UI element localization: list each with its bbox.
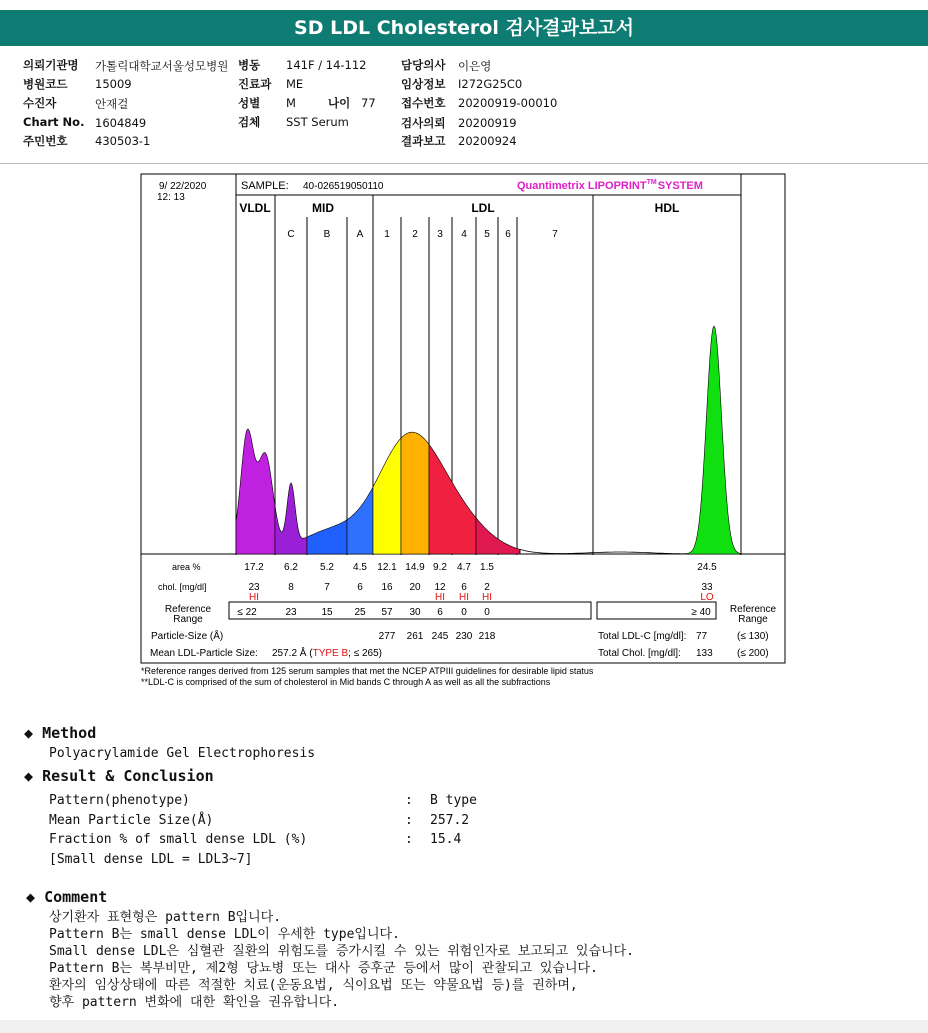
- area-value: 5.2: [320, 562, 334, 573]
- band-label-1: 1: [384, 229, 390, 240]
- result-colon: :: [405, 832, 413, 847]
- ref-value: 25: [354, 607, 366, 618]
- institution-label: 의뢰기관명: [23, 58, 79, 72]
- area-value: 24.5: [697, 562, 717, 573]
- method-heading: [24, 724, 96, 742]
- brand-tm: TM: [646, 179, 657, 186]
- chol-value: 20: [409, 582, 421, 593]
- total-chol-limit: (≤ 200): [737, 648, 769, 659]
- specimen-value: SST Serum: [286, 115, 349, 129]
- hospcode-value: 15009: [95, 77, 132, 91]
- region-label-mid: MID: [312, 201, 334, 215]
- region-label-ldl: LDL: [471, 201, 495, 215]
- mean-size-value-line: 257.2 Å (TYPE B; ≤ 265): [272, 648, 383, 659]
- band-label-7: 7: [552, 229, 558, 240]
- area-value: 4.7: [457, 562, 471, 573]
- examinee-value: 안재걸: [95, 97, 129, 111]
- result-heading: [24, 767, 214, 785]
- chol-value: 6: [461, 582, 467, 593]
- sample-id: 40-026519050110: [303, 181, 384, 192]
- institution-value: 가톨릭대학교서울성모병원: [95, 59, 229, 73]
- dept-value: ME: [286, 77, 304, 91]
- rrn-value: 430503-1: [95, 134, 151, 148]
- chart-value: 1604849: [95, 116, 147, 130]
- total-ldl-label: Total LDL-C [mg/dl]:: [598, 631, 687, 642]
- sex-value: M: [286, 96, 296, 110]
- area-value: 12.1: [377, 562, 397, 573]
- chol-value: 2: [484, 582, 490, 593]
- specimen-label: 검체: [238, 115, 261, 129]
- receipt-label: 접수번호: [401, 96, 446, 110]
- particle-size: 261: [406, 631, 424, 642]
- method-text: Polyacrylamide Gel Electrophoresis: [49, 746, 316, 761]
- particle-size: 218: [478, 631, 496, 642]
- hospcode-label: 병원코드: [23, 77, 68, 91]
- receipt-value: 20200919-00010: [458, 96, 558, 110]
- rrn-label: 주민번호: [23, 134, 68, 148]
- result-heading-text: Result & Conclusion: [42, 767, 214, 785]
- mean-limit: ; ≤ 265): [348, 648, 383, 659]
- divider: [0, 163, 928, 164]
- flag-hi: HI: [459, 592, 469, 603]
- ref-value: 57: [381, 607, 393, 618]
- band-label-6: 6: [505, 229, 511, 240]
- ward-label: 병동: [238, 58, 261, 72]
- diamond-icon: ◆: [24, 767, 34, 785]
- flag-hi: HI: [435, 592, 445, 603]
- mean-size-value: 257.2 Å: [272, 648, 307, 659]
- sex-label: 성별: [238, 96, 261, 110]
- diamond-icon: ◆: [26, 888, 36, 906]
- result-value-3: 15.4: [430, 832, 462, 847]
- clinical-label: 임상정보: [401, 77, 446, 91]
- comment-line-5: 환자의 임상상태에 따른 적절한 치료(운동요법, 식이요법 또는 약물요법 등)를 권하며,: [49, 978, 578, 993]
- chol-value: 6: [357, 582, 363, 593]
- flag-hi: HI: [482, 592, 492, 603]
- ref-value: 15: [321, 607, 333, 618]
- area-value: 17.2: [244, 562, 264, 573]
- chart-date: 9/ 22/2020: [159, 181, 207, 192]
- ref-range-right-2: Range: [738, 614, 768, 625]
- comment-heading-text: Comment: [44, 888, 108, 906]
- area-value: 9.2: [433, 562, 447, 573]
- result-value-1: B type: [430, 793, 477, 808]
- result-label-3: Fraction % of small dense LDL (%): [49, 832, 308, 847]
- region-label-hdl: HDL: [654, 201, 680, 215]
- area-value: 6.2: [284, 562, 298, 573]
- particle-size-label: Particle-Size (Å): [151, 631, 224, 642]
- request-label: 검사의뢰: [401, 116, 446, 130]
- ref-value: 0: [484, 607, 490, 618]
- ref-value: 30: [409, 607, 421, 618]
- chart-label: Chart No.: [23, 115, 85, 129]
- area-value: 4.5: [353, 562, 367, 573]
- chol-value: 12: [434, 582, 446, 593]
- chol-row-label: chol. [mg/dl]: [158, 582, 207, 592]
- bottom-band: [0, 1020, 928, 1033]
- ref-row-label-1: Reference: [164, 604, 212, 615]
- particle-size: 245: [431, 631, 449, 642]
- comment-line-3: Small dense LDL은 심혈관 질환의 위험도를 증가시킬 수 있는 위험인자로 보고되고 있습니다.: [49, 944, 634, 959]
- total-ldl-limit: (≤ 130): [737, 631, 769, 642]
- total-ldl-value: 77: [696, 631, 708, 642]
- report-value: 20200924: [458, 134, 517, 148]
- total-chol-value: 133: [696, 648, 713, 659]
- total-chol-label: Total Chol. [mg/dl]:: [598, 648, 681, 659]
- result-note: [Small dense LDL = LDL3~7]: [49, 852, 253, 867]
- diamond-icon: ◆: [24, 724, 34, 742]
- comment-line-6: 향후 pattern 변화에 대한 확인을 권유합니다.: [49, 995, 340, 1010]
- ref-row-label-2: Range: [173, 614, 203, 625]
- comment-heading: [26, 888, 107, 906]
- footnote-1: *Reference ranges derived from 125 serum samples that met the NCEP ATPIII guidelines for desirable lipid status: [141, 666, 594, 676]
- mean-size-label: Mean LDL-Particle Size:: [150, 648, 258, 659]
- particle-size: 277: [378, 631, 396, 642]
- band-label-c: C: [287, 229, 295, 240]
- age-label: 나이: [328, 96, 351, 110]
- ref-value: ≤ 22: [237, 607, 257, 618]
- chol-value: 33: [701, 582, 713, 593]
- brand-suffix: SYSTEM: [657, 180, 703, 192]
- physician-label: 담당의사: [401, 58, 446, 72]
- result-colon: :: [405, 793, 413, 808]
- band-label-2: 2: [412, 229, 418, 240]
- region-label-vldl: VLDL: [239, 201, 271, 215]
- comment-line-1: 상기환자 표현형은 pattern B입니다.: [49, 910, 282, 925]
- chol-value: 7: [324, 582, 330, 593]
- chol-value: 23: [248, 582, 260, 593]
- report-label: 결과보고: [401, 134, 446, 148]
- ref-range-right-1: Reference: [729, 604, 777, 615]
- band-label-b: B: [323, 229, 331, 240]
- brand-label: [517, 179, 703, 192]
- ref-value: 6: [437, 607, 443, 618]
- result-label-1: Pattern(phenotype): [49, 793, 190, 808]
- ref-value: 23: [285, 607, 297, 618]
- area-value: 14.9: [405, 562, 425, 573]
- footnote-2: **LDL-C is comprised of the sum of cholesterol in Mid bands C through A as well as all the subfractions: [141, 677, 551, 687]
- ward-value: 141F / 14-112: [286, 58, 367, 72]
- clinical-value: I272G25C0: [458, 77, 523, 91]
- band-label-5: 5: [484, 229, 490, 240]
- sample-label: SAMPLE:: [241, 180, 289, 192]
- result-value-2: 257.2: [430, 813, 470, 828]
- flag-hi: HI: [249, 592, 259, 603]
- dept-label: 진료과: [238, 77, 272, 91]
- brand-name: Quantimetrix LIPOPRINT: [517, 180, 647, 192]
- report-title: SD LDL Cholesterol 검사결과보고서: [0, 10, 928, 46]
- band-label-3: 3: [437, 229, 443, 240]
- flag-lo: LO: [700, 592, 714, 603]
- comment-line-2: Pattern B는 small dense LDL이 우세한 type입니다.: [49, 927, 400, 942]
- area-row-label: area %: [172, 562, 201, 572]
- band-label-4: 4: [461, 229, 467, 240]
- age-value: 77: [361, 96, 376, 110]
- comment-line-4: Pattern B는 복부비만, 제2형 당뇨병 또는 대사 증후군 등에서 많이 관찰되고 있습니다.: [49, 961, 598, 976]
- physician-value: 이은영: [458, 59, 492, 73]
- lipoprint-chart: [0, 165, 928, 725]
- particle-size: 230: [455, 631, 473, 642]
- ref-value: ≥ 40: [691, 607, 711, 618]
- chol-value: 8: [288, 582, 294, 593]
- chart-time: 12: 13: [157, 192, 185, 203]
- chol-value: 16: [381, 582, 393, 593]
- request-value: 20200919: [458, 116, 517, 130]
- result-colon: :: [405, 813, 413, 828]
- method-heading-text: Method: [42, 724, 97, 742]
- mean-type: TYPE B: [312, 648, 349, 659]
- area-value: 1.5: [480, 562, 494, 573]
- ref-value: 0: [461, 607, 467, 618]
- result-label-2: Mean Particle Size(Å): [49, 813, 214, 828]
- ldl2-area: [401, 432, 429, 554]
- band-label-a: A: [356, 229, 364, 240]
- examinee-label: 수진자: [23, 96, 57, 110]
